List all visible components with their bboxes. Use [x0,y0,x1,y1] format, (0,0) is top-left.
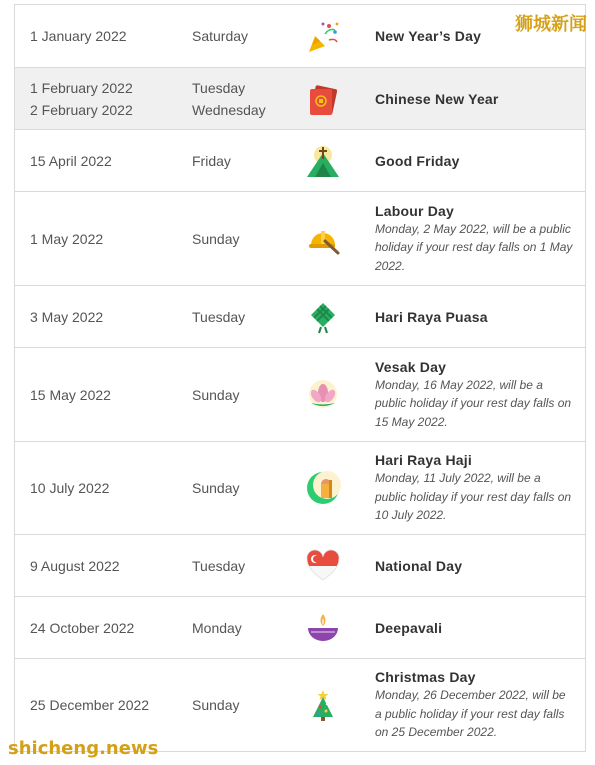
table-row [15,286,585,348]
holiday-note: Monday, 16 May 2022, will be a public holiday if your rest day falls on 15 May 2022. [375,377,572,429]
holiday-name: Labour Day [375,202,455,219]
holiday-date: 3 May 2022 [30,308,104,325]
table-row [15,597,585,659]
table-row [15,5,585,68]
holiday-name: Chinese New Year [375,90,499,107]
holiday-weekday: Sunday [192,697,240,713]
red-packet-icon [305,81,341,117]
table-row [15,535,585,597]
holiday-weekday: Monday [192,619,242,636]
table-row [15,348,585,442]
holiday-date: 1 February 2022 2 February 2022 [30,79,133,118]
singapore-heart-icon [305,548,341,584]
holiday-weekday: Sunday [192,386,240,403]
holiday-name-cell [375,308,575,326]
holiday-date: 15 April 2022 [30,152,112,169]
holiday-weekday: Saturday [192,28,249,44]
watermark-top: 狮城新闻 [515,14,587,35]
holiday-date: 9 August 2022 [30,557,120,574]
holiday-weekday: Sunday [192,230,240,247]
holiday-date: 24 October 2022 [30,619,135,636]
holiday-name: Hari Raya Haji [375,452,472,469]
holiday-name-cell [375,90,575,108]
holiday-name-cell [375,451,575,525]
holiday-name: Hari Raya Puasa [375,308,488,325]
holiday-name: National Day [375,557,463,574]
holiday-name-cell [375,202,575,276]
diya-lamp-icon [305,610,341,646]
holiday-note: Monday, 2 May 2022, will be a public holiday if your rest day falls on 1 May 2022. [375,221,573,273]
cross-hill-icon [305,143,341,179]
crescent-mosque-icon [305,470,341,506]
table-row [15,192,585,286]
holiday-name-cell [375,619,575,637]
holiday-date: 25 December 2022 [30,697,150,713]
holiday-weekday: Tuesday Wednesday [192,79,266,118]
holiday-name-cell [375,668,575,742]
table-row [15,442,585,535]
christmas-tree-icon [305,687,341,723]
holiday-name-cell [375,358,575,432]
lotus-icon [305,377,341,413]
holiday-weekday: Tuesday [192,308,246,325]
ketupat-icon [305,299,341,335]
holiday-note: Monday, 11 July 2022, will be a public holiday if your rest day falls on 10 July 2022. [375,471,572,523]
holiday-name-cell [375,557,575,575]
holiday-weekday: Friday [192,152,231,169]
holiday-weekday: Sunday [192,480,240,496]
party-popper-icon [305,18,341,54]
table-row [15,68,585,130]
holiday-date: 10 July 2022 [30,480,110,496]
holiday-date: 1 January 2022 [30,28,127,44]
holiday-name: Good Friday [375,152,460,169]
holiday-table [14,4,586,752]
holiday-weekday: Tuesday [192,557,246,574]
hard-hat-icon [305,221,341,257]
holiday-name: Christmas Day [375,669,476,686]
holiday-name-cell [375,152,575,170]
holiday-name: New Year’s Day [375,28,482,44]
holiday-note: Monday, 26 December 2022, will be a public holiday if your rest day falls on 25 December 2022. [375,688,566,740]
holiday-date: 15 May 2022 [30,386,111,403]
watermark-bottom: shicheng.news [8,738,159,759]
holiday-date: 1 May 2022 [30,230,104,247]
holiday-name: Deepavali [375,619,443,636]
table-row [15,130,585,192]
holiday-name: Vesak Day [375,358,447,375]
